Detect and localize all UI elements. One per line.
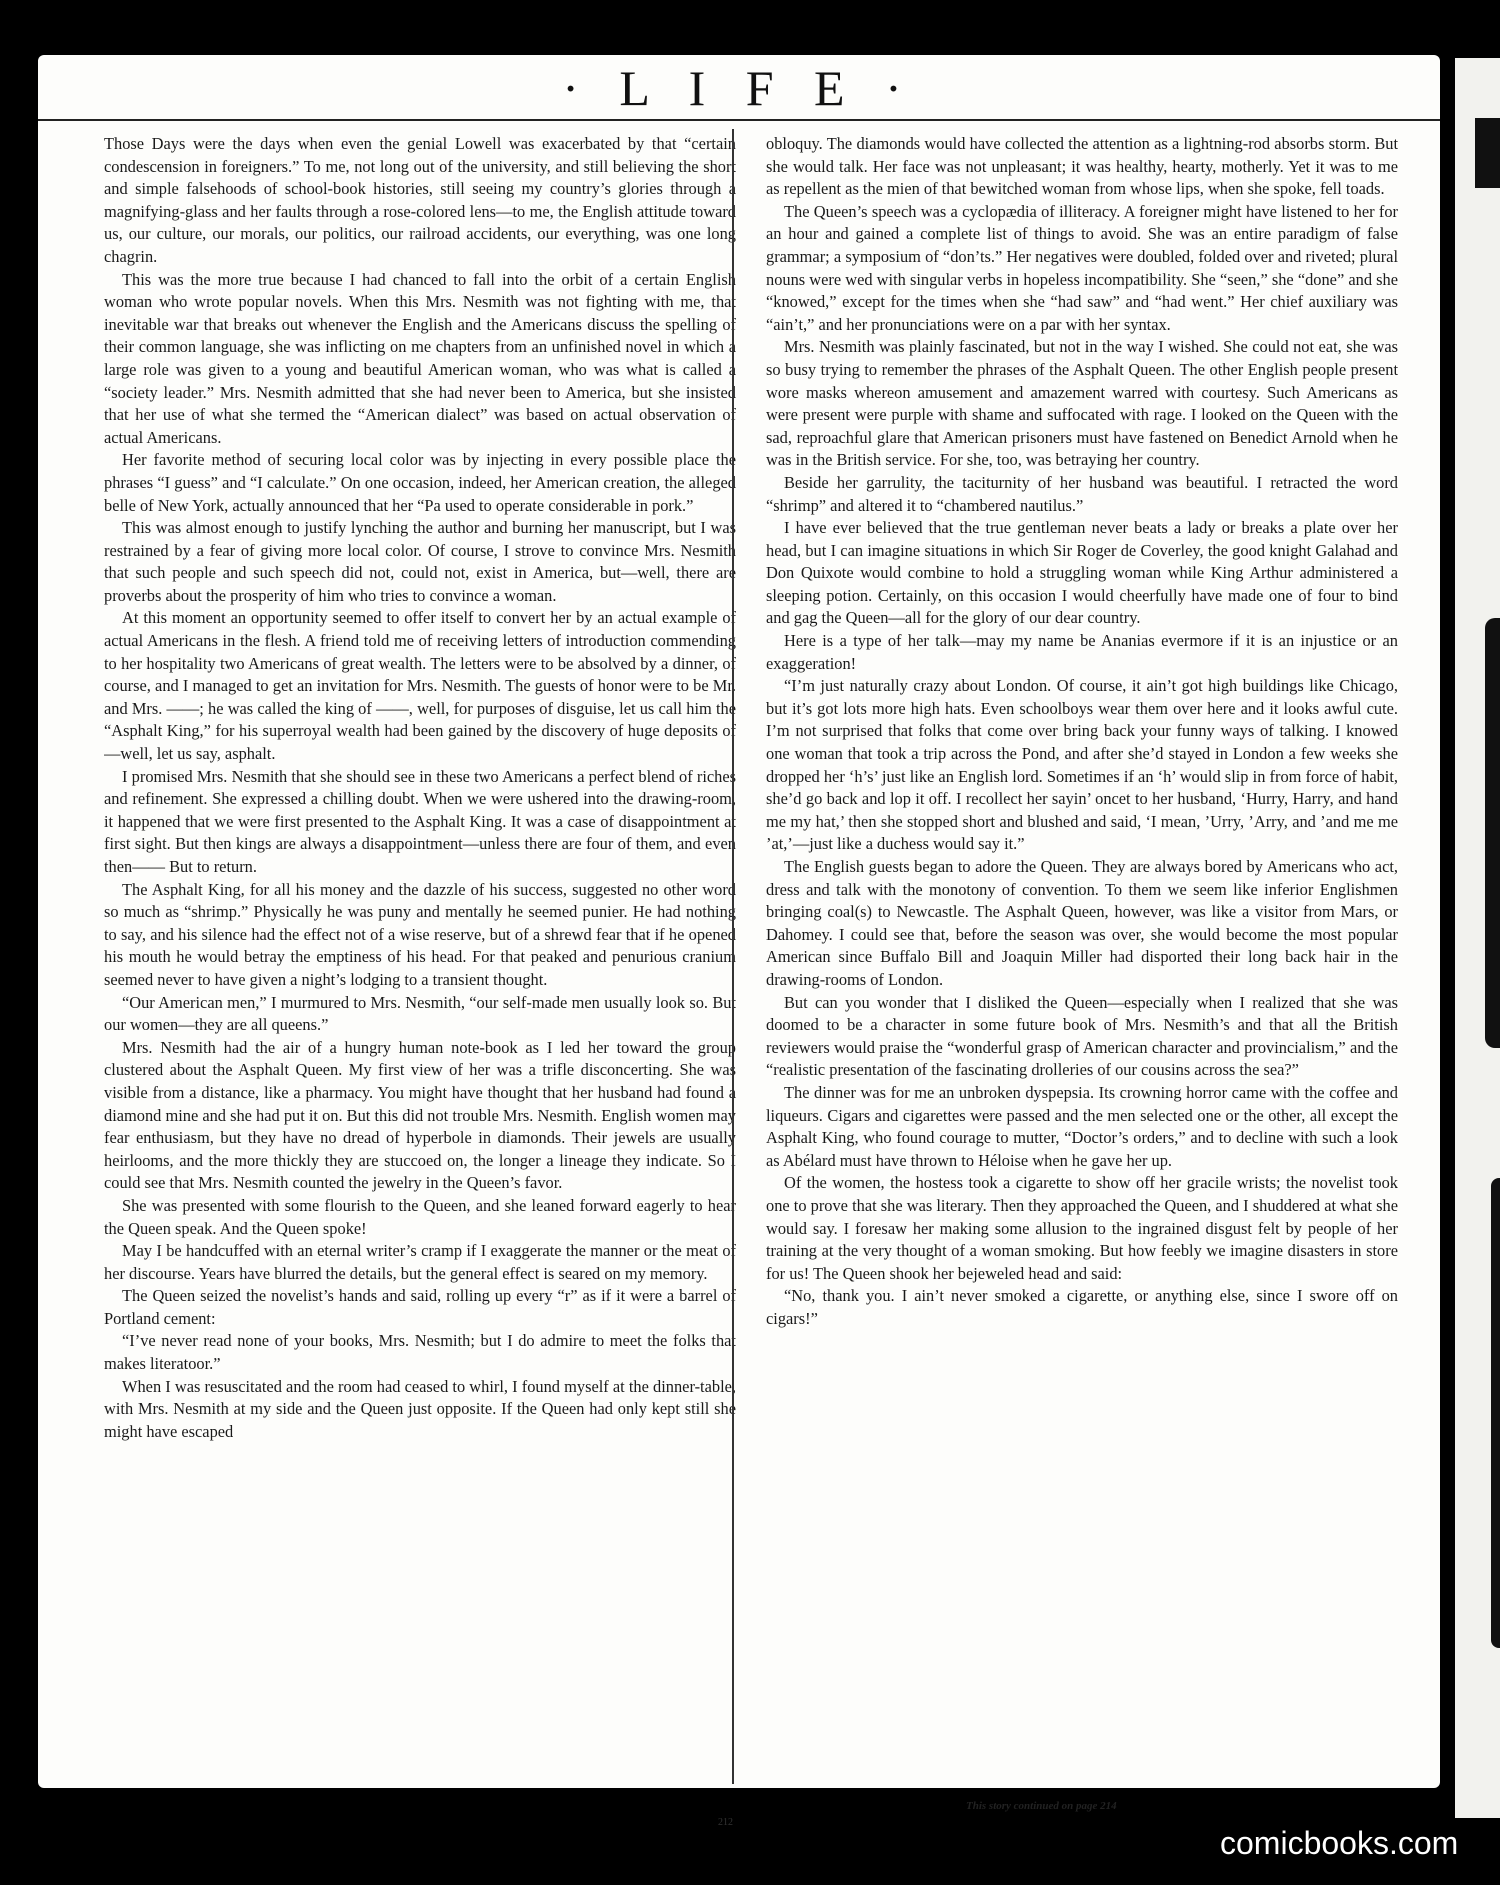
paragraph: The Asphalt King, for all his money and the dazzle of his success, suggested no other word so much as “shrimp.” Physically he was puny and mentally he seemed punier. He had nothing to say, and his silence had the effect not of a wise reserve, but of a shrewd fear that if he opened his mouth he would betray the emptiness of his head. For that peaked and penurious cranium seemed never to have given a night’s lodging to a transient thought. (104, 879, 736, 989)
paragraph: The Queen’s speech was a cyclopædia of illiteracy. A foreigner might have listened to her for an hour and gained a complete list of things to avoid. She was an entire paradigm of false grammar; a symposium of “don’ts.” Her negatives were doubled, folded over and riveted; plural nouns were wed with singular verbs in hopeless incompatibility. She “seen,” she “done” and she “knowed,” except for the times when she “had saw” and “had went.” Her chief auxiliary was “ain’t,” and her pronunciations were on a par with her syntax. (766, 201, 1398, 334)
adjacent-page-edge (1455, 58, 1500, 1818)
page-number: 212 (718, 1817, 733, 1828)
paragraph: At this moment an opportunity seemed to offer itself to convert her by an actual example of actual Americans in the flesh. A friend told me of receiving letters of introduction commending to her hospitality two Americans of great wealth. The letters were to be absolved by a dinner, of course, and I managed to get an invitation for Mrs. Nesmith. The guests of honor were to be Mr. and Mrs. ——; he was called the king of ——, well, for purposes of disguise, let us call him the “Asphalt King,” for his superroyal wealth had been gained by the discovery of huge deposits of—well, let us say, asphalt. (104, 608, 736, 764)
watermark-text: comicbooks.com (1220, 1825, 1459, 1861)
paragraph: The English guests began to adore the Queen. They are always bored by Americans who act, dress and talk with the monotony of convention. To them we seem like inferior Englishmen bringing coal(s) to Newcastle. The Asphalt Queen, however, was like a visitor from Mars, or Dahomey. I could see that, before the season was over, she would become the most popular American since Buffalo Bill and Joaquin Miller had disported their long back hair in the drawing-rooms of London. (766, 857, 1398, 989)
paragraph: “I’ve never read none of your books, Mrs. Nesmith; but I do admire to meet the folks that makes literatoor.” (104, 1331, 736, 1374)
paragraph: “I’m just naturally crazy about London. Of course, it ain’t got high buildings like Chicago, but it’s got lots more high hats. Even schoolboys wear them over here and it looks awful cute. I’m not surprised that folks that come over bring back your funny ways of talking. I knowed one woman that took a trip across the Pond, and after she’d stayed in London a few weeks she dropped her ‘h’s’ just like an English lord. Sometimes if an ‘h’ would slip in from force of habit, she’d go back and lop it off. I recollect her sayin’ oncet to her husband, ‘Hurry, Harry, and hand me my hat,’ then she stopped short and blushed and said, ‘I mean, ’Urry, ’Arry, and ’and me me ’at,’—just like a duchess would say it.” (766, 676, 1398, 854)
masthead-title: · L I F E · (562, 60, 916, 116)
paragraph: “Our American men,” I murmured to Mrs. Nesmith, “our self-made men usually look so. But our women—they are all queens.” (104, 992, 736, 1035)
paragraph: When I was resuscitated and the room had ceased to whirl, I found myself at the dinner-table, with Mrs. Nesmith at my side and the Queen just opposite. If the Queen had only kept still she might have escaped (104, 1376, 736, 1441)
paragraph: Beside her garrulity, the taciturnity of her husband was beautiful. I retracted the word “shrimp” and altered it to “chambered nautilus.” (766, 472, 1398, 515)
left-column (104, 133, 736, 1773)
paragraph: This was the more true because I had chanced to fall into the orbit of a certain English woman who wrote popular novels. When this Mrs. Nesmith was not fighting with me, that inevitable war that breaks out whenever the English and the Americans discuss the spelling of their common language, she was inflicting on me chapters from an unfinished novel in which a large role was given to a young and beautiful American woman, who was what is called a “society leader.” Mrs. Nesmith admitted that she had never been to America, but she insisted that her use of what she termed the “American dialect” was based on actual observation of actual Americans. (104, 269, 736, 447)
paragraph: obloquy. The diamonds would have collected the attention as a lightning-rod absorbs storm. But she would talk. Her face was not unpleasant; it was healthy, hearty, motherly. Yet it was to me as repellent as the mien of that bewitched woman from whose lips, when she spoke, fell toads. (766, 134, 1398, 199)
header-rule (38, 119, 1440, 121)
paragraph: May I be handcuffed with an eternal writer’s cramp if I exaggerate the manner or the meat of her discourse. Years have blurred the details, but the general effect is seared on my memory. (104, 1241, 736, 1283)
right-column (766, 133, 1398, 1773)
paragraph: But can you wonder that I disliked the Queen—especially when I realized that she was doomed to be a character in some future book of Mrs. Nesmith’s and that all the British reviewers would praise the “wonderful grasp of American character and provincialism,” and the “realistic presentation of the fascinating drolleries of our cousins across the sea?” (766, 992, 1398, 1080)
paragraph: Those Days were the days when even the genial Lowell was exacerbated by that “certain condescension in foreigners.” To me, not long out of the university, and still believing the short and simple falsehoods of school-book histories, still seeing my country’s glories through a magnifying-glass and her faults through a rose-colored lens—to me, the English attitude toward us, our culture, our morals, our politics, our railroad accidents, our everything, was one long chagrin. (104, 134, 736, 266)
paragraph: Her favorite method of securing local color was by injecting in every possible place the phrases “I guess” and “I calculate.” On one occasion, indeed, her American creation, the alleged belle of New York, actually announced that her “Pa used to operate considerable in pork.” (104, 450, 736, 515)
paragraph: Mrs. Nesmith had the air of a hungry human note-book as I led her toward the group clustered about the Asphalt Queen. My first view of her was a trifle disconcerting. She was visible from a distance, like a pharmacy. You might have thought that her husband had found a diamond mine and she had put it on. But this did not trouble Mrs. Nesmith. English women may fear enthusiasm, but they have no dread of hyperbole in diamonds. Their jewels are usually heirlooms, and the more thickly they are stuccoed on, the longer a lineage they indicate. So I could see that Mrs. Nesmith counted the jewelry in the Queen’s favor. (104, 1037, 736, 1193)
paragraph: This was almost enough to justify lynching the author and burning her manuscript, but I was restrained by a fear of giving more local color. Of course, I strove to convince Mrs. Nesmith that such people and such speech did not, could not, exist in America, but—well, there are proverbs about the prosperity of him who tries to convince a woman. (104, 518, 736, 605)
paragraph: “No, thank you. I ain’t never smoked a cigarette, or anything else, since I swore off on cigars!” (766, 1286, 1398, 1328)
continued-note: This story continued on page 214 (966, 1800, 1117, 1812)
column-divider (732, 129, 734, 1784)
paragraph: The Queen seized the novelist’s hands and said, rolling up every “r” as if it were a barrel of Portland cement: (104, 1286, 736, 1328)
paragraph: I promised Mrs. Nesmith that she should see in these two Americans a perfect blend of riches and refinement. She expressed a chilling doubt. When we were ushered into the drawing-room, it happened that we were first presented to the Asphalt King. It was a case of disappointment at first sight. But then kings are always a disappointment—unless there are four of them, and even then—— But to return. (104, 766, 736, 876)
paragraph: Of the women, the hostess took a cigarette to show off her gracile wrists; the novelist took one to prove that she was literary. Then they approached the Queen, and I shuddered at what she would say. I foresaw her making some allusion to the ingrained disgust felt by people of her training at the very thought of a woman smoking. But how feebly we imagine disasters in store for us! The Queen shook her bejeweled head and said: (766, 1173, 1398, 1283)
paragraph: She was presented with some flourish to the Queen, and she leaned forward eagerly to hear the Queen speak. And the Queen spoke! (104, 1195, 736, 1238)
paragraph: I have ever believed that the true gentleman never beats a lady or breaks a plate over her head, but I can imagine situations in which Sir Roger de Coverley, the good knight Galahad and Don Quixote would combine to hold a struggling woman while King Arthur administered a sleeping potion. Certainly, on this occasion I would cheerfully have made one of four to bind and gag the Queen—all for the glory of our dear country. (766, 518, 1398, 628)
paragraph: The dinner was for me an unbroken dyspepsia. Its crowning horror came with the coffee and liqueurs. Cigars and cigarettes were passed and the men selected one or the other, all except the Asphalt King, who found courage to mutter, “Doctor’s orders,” and to decline with such a look as Abélard must have thrown to Héloise when he gave her up. (766, 1082, 1398, 1170)
paragraph: Mrs. Nesmith was plainly fascinated, but not in the way I wished. She could not eat, she was so busy trying to remember the phrases of the Asphalt Queen. The other English people present wore masks whereon amusement and amazement warred with courtesy. Such Americans as were present were purple with shame and suffocated with rage. I looked on the Queen with the sad, reproachful glare that American prisoners must have fastened on Benedict Arnold when he was in the British service. For she, too, was betraying her country. (766, 337, 1398, 470)
magazine-page (38, 55, 1440, 1828)
paragraph: Here is a type of her talk—may my name be Ananias evermore if it is an injustice or an exaggeration! (766, 631, 1398, 673)
